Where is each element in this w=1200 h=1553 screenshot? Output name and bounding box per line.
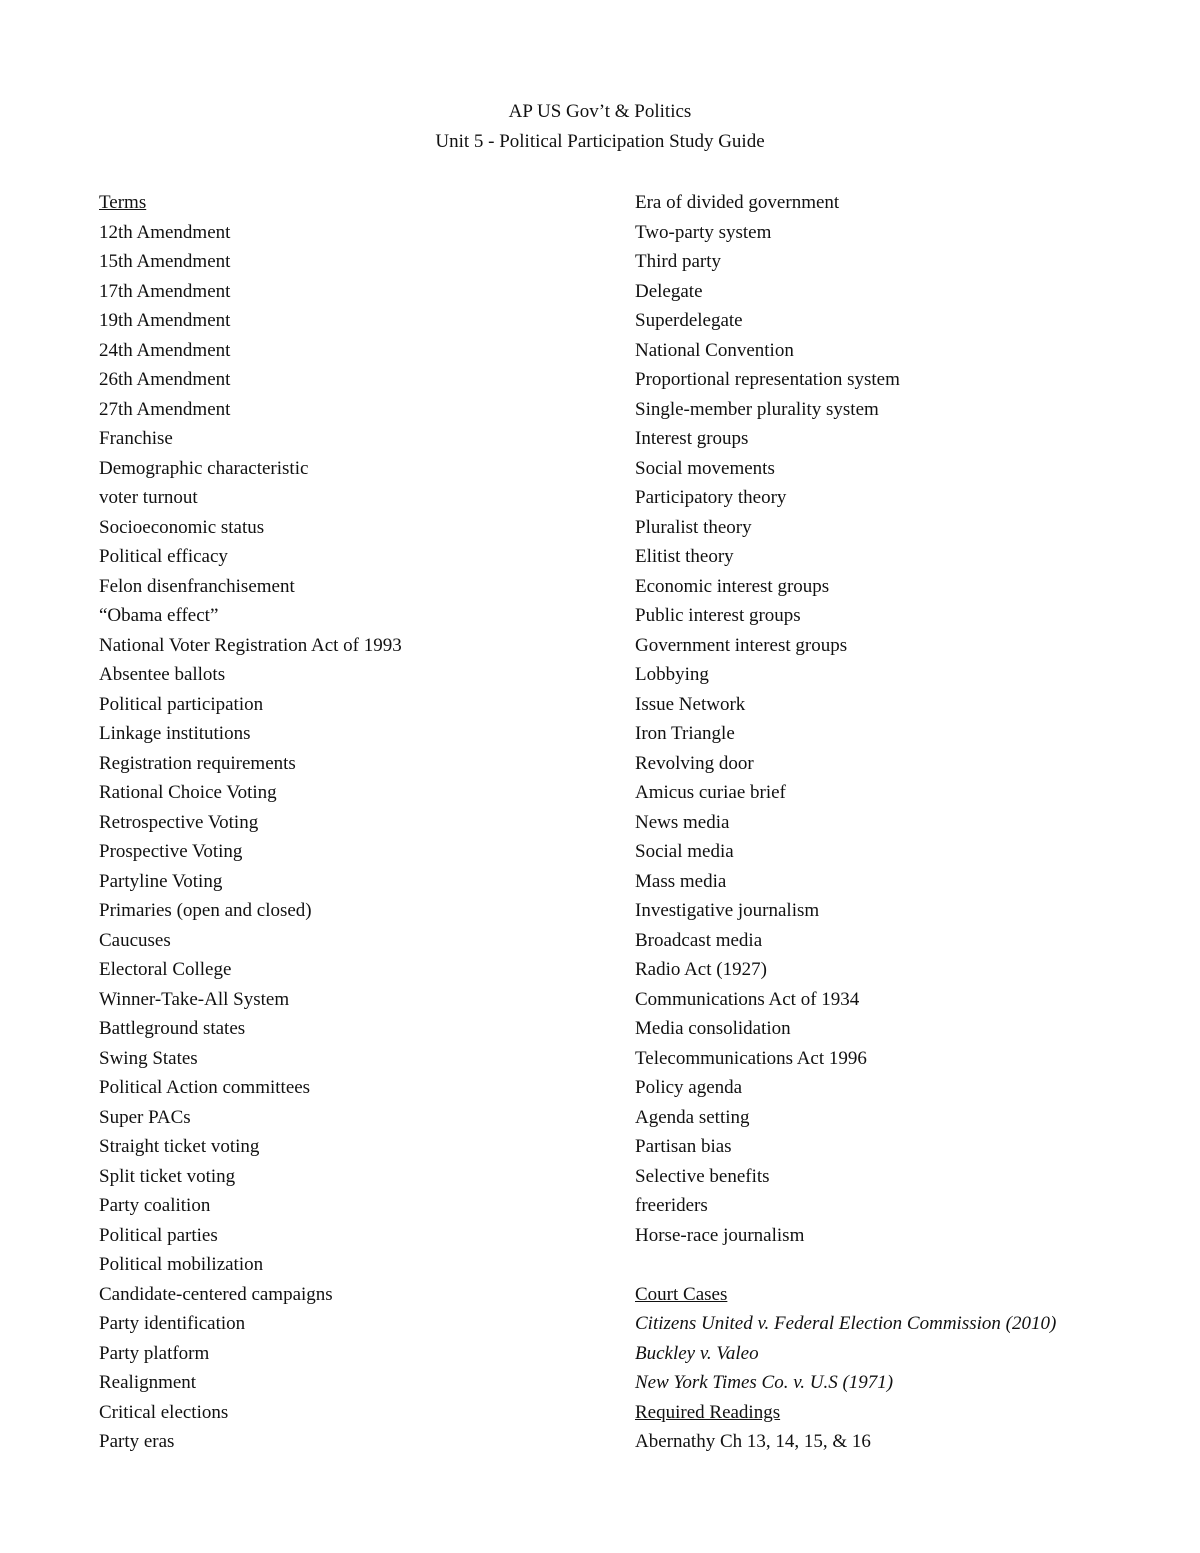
term-item: National Voter Registration Act of 1993 bbox=[99, 634, 402, 656]
term-item: Party coalition bbox=[99, 1195, 211, 1216]
term-item: Mass media bbox=[635, 870, 727, 892]
term-item: Social media bbox=[635, 841, 734, 862]
term-item: Public interest groups bbox=[635, 605, 801, 626]
terms-column-left bbox=[99, 188, 402, 1457]
term-item: Investigative journalism bbox=[635, 900, 820, 921]
term-item: Economic interest groups bbox=[635, 575, 830, 597]
terms-heading: Terms bbox=[99, 192, 147, 213]
term-item: Primaries (open and closed) bbox=[99, 900, 312, 921]
term-item: Caucuses bbox=[99, 929, 171, 951]
term-item: Party identification bbox=[99, 1313, 246, 1334]
term-item: Pluralist theory bbox=[635, 516, 752, 538]
term-item: 12th Amendment bbox=[99, 221, 231, 243]
term-item: Realignment bbox=[99, 1372, 197, 1393]
term-item: Prospective Voting bbox=[99, 841, 243, 862]
reading-item: Abernathy Ch 13, 14, 15, & 16 bbox=[635, 1431, 871, 1452]
term-item: 26th Amendment bbox=[99, 369, 231, 390]
term-item: Third party bbox=[635, 251, 722, 272]
term-item: Single-member plurality system bbox=[635, 398, 879, 420]
term-item: Candidate-centered campaigns bbox=[99, 1283, 333, 1305]
term-item: Era of divided government bbox=[635, 192, 840, 213]
court-cases-heading: Court Cases bbox=[635, 1283, 728, 1305]
term-item: National Convention bbox=[635, 339, 794, 361]
term-item: Socioeconomic status bbox=[99, 516, 265, 538]
readings-heading: Required Readings bbox=[635, 1401, 781, 1423]
term-item: Policy agenda bbox=[635, 1077, 743, 1098]
term-item: Partyline Voting bbox=[99, 870, 223, 892]
term-item: Media consolidation bbox=[635, 1018, 791, 1039]
term-item: Agenda setting bbox=[635, 1106, 750, 1128]
term-item: 15th Amendment bbox=[99, 251, 231, 272]
term-item: 24th Amendment bbox=[99, 339, 231, 361]
term-item: Delegate bbox=[635, 280, 703, 302]
term-item: Revolving door bbox=[635, 752, 754, 774]
spacer bbox=[635, 1250, 1056, 1280]
court-case-item: New York Times Co. v. U.S (1971) bbox=[635, 1372, 894, 1393]
term-item: voter turnout bbox=[99, 487, 198, 508]
term-item: Linkage institutions bbox=[99, 723, 251, 744]
terms-column-right bbox=[635, 188, 1056, 1457]
term-item: freeriders bbox=[635, 1195, 708, 1216]
term-item: Horse-race journalism bbox=[635, 1224, 805, 1246]
term-item: Electoral College bbox=[99, 959, 232, 980]
term-item: Felon disenfranchisement bbox=[99, 575, 295, 597]
term-item: Government interest groups bbox=[635, 634, 848, 656]
term-item: Critical elections bbox=[99, 1401, 229, 1423]
term-item: Telecommunications Act 1996 bbox=[635, 1047, 867, 1069]
term-item: Political participation bbox=[99, 693, 264, 715]
term-item: Demographic characteristic bbox=[99, 457, 309, 479]
term-item: Political Action committees bbox=[99, 1077, 311, 1098]
term-item: News media bbox=[635, 811, 730, 833]
term-item: Registration requirements bbox=[99, 752, 296, 774]
term-item: Winner-Take-All System bbox=[99, 988, 290, 1010]
term-item: Battleground states bbox=[99, 1018, 246, 1039]
term-item: Franchise bbox=[99, 428, 173, 449]
document-subtitle: Unit 5 - Political Participation Study Guide bbox=[435, 131, 765, 152]
terms-list-left bbox=[99, 218, 402, 1457]
term-item: Issue Network bbox=[635, 693, 746, 715]
term-item: Partisan bias bbox=[635, 1136, 732, 1157]
document-title: AP US Gov’t & Politics bbox=[508, 101, 692, 122]
term-item: Selective benefits bbox=[635, 1165, 770, 1187]
term-item: Party eras bbox=[99, 1431, 175, 1452]
term-item: “Obama effect” bbox=[99, 605, 219, 626]
term-item: Swing States bbox=[99, 1047, 198, 1069]
term-item: Split ticket voting bbox=[99, 1165, 236, 1187]
court-case-item: Buckley v. Valeo bbox=[635, 1342, 759, 1364]
term-item: Two-party system bbox=[635, 221, 772, 243]
term-item: Broadcast media bbox=[635, 929, 763, 951]
term-item: Iron Triangle bbox=[635, 723, 735, 744]
readings-list bbox=[635, 1427, 1056, 1457]
term-item: Participatory theory bbox=[635, 487, 787, 508]
term-item: Interest groups bbox=[635, 428, 749, 449]
term-item: Absentee ballots bbox=[99, 664, 226, 685]
term-item: Retrospective Voting bbox=[99, 811, 259, 833]
term-item: Political efficacy bbox=[99, 546, 228, 567]
term-item: Elitist theory bbox=[635, 546, 734, 567]
term-item: Proportional representation system bbox=[635, 369, 900, 390]
term-item: Superdelegate bbox=[635, 310, 743, 331]
term-item: Straight ticket voting bbox=[99, 1136, 260, 1157]
term-item: Party platform bbox=[99, 1342, 210, 1364]
term-item: Political parties bbox=[99, 1224, 218, 1246]
court-cases-list bbox=[635, 1309, 1056, 1398]
court-case-item: Citizens United v. Federal Election Commission (2010) bbox=[635, 1313, 1057, 1334]
term-item: 17th Amendment bbox=[99, 280, 231, 302]
term-item: Political mobilization bbox=[99, 1254, 264, 1275]
term-item: Super PACs bbox=[99, 1106, 191, 1128]
term-item: Lobbying bbox=[635, 664, 709, 685]
term-item: Radio Act (1927) bbox=[635, 959, 767, 980]
term-item: Social movements bbox=[635, 457, 775, 479]
term-item: 19th Amendment bbox=[99, 310, 231, 331]
term-item: Amicus curiae brief bbox=[635, 782, 786, 803]
term-item: Rational Choice Voting bbox=[99, 782, 277, 803]
term-item: 27th Amendment bbox=[99, 398, 231, 420]
terms-list-right bbox=[635, 188, 1056, 1250]
term-item: Communications Act of 1934 bbox=[635, 988, 860, 1010]
